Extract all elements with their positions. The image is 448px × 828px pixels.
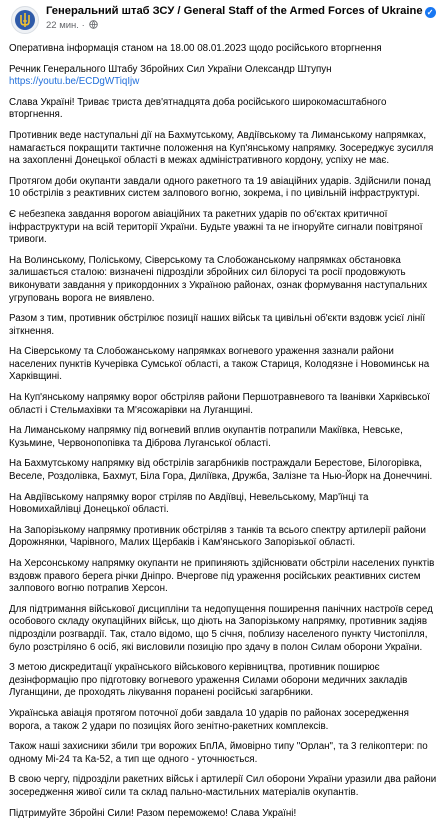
verified-badge-icon: ✓ — [425, 7, 436, 18]
post-paragraph: Для підтримання військової дисципліни та недопущення поширення панічних настроїв серед особового складу окупаційних військ, що діють на Запорізькому напрямку, противник задіяв підрозділи розгвардії. Так, стало відомо, що 5 січня, поблизу населеного пункту Чистопілля, було розстріляно 6 осіб, які висловили позицію про здачу в полон Силам оборони України. — [9, 603, 433, 653]
post-meta — [46, 20, 98, 32]
post-paragraph: На Куп'янському напрямку ворог обстріляв райони Першотравневого та Іванівки Харківської області і Стельмахівки та М'ясожарівки на Луганщині. — [9, 392, 430, 416]
post-header — [0, 0, 448, 40]
post-paragraph: На Лиманському напрямку під вогневий вплив окупантів потрапили Макіївка, Невське, Кузьмине, Червонопопівка та Діброва Луганської області. — [9, 425, 403, 449]
post-time[interactable]: 22 мин. — [46, 20, 79, 31]
author-line — [46, 4, 436, 18]
post-paragraph: Речник Генерального Штабу Збройних Сил України Олександр Штупун — [9, 63, 332, 75]
post-paragraph: Підтримуйте Збройні Сили! Разом переможемо! Слава Україні! — [9, 807, 297, 819]
post-paragraph: В свою чергу, підрозділи ракетних військ і артилерії Сил оборони України уразили два райони зосередження живої сили та склад пально-мастильних матеріалів окупантів. — [9, 774, 437, 798]
post-paragraph: Українська авіація протягом поточної доби завдала 10 ударів по районах зосередження ворога, а також 2 удари по позиціях його зенітно-ракетних комплексів. — [9, 707, 409, 732]
post-paragraph: З метою дискредитації українського військового керівництва, противник поширює дезінформацію про підготовку вогневого ураження Силами оборони медичних закладів Луганщини, де проходять лікування поранені російські загарбники. — [9, 662, 408, 699]
post-paragraph: На Авдіївському напрямку ворог стріляв по Авдіївці, Невельському, Мар'їнці та Новомихайлівці Донецької області. — [9, 491, 369, 516]
post-paragraph: На Херсонському напрямку окупанти не припиняють здійснювати обстріли населених пунктів вздовж правого берега річки Дніпро. Вчергове під ураження російських реактивних систем залпового вогню потрапив Херсон. — [9, 558, 435, 595]
globe-icon — [89, 20, 98, 29]
post-paragraph: На Сіверському та Слобожанському напрямках вогневого ураження зазнали райони населених пунктів Кучерівка Сумської області, а також Стариця, Колодязне і Новоминськ на Харківщині. — [9, 346, 430, 383]
post-paragraph: Противник веде наступальні дії на Бахмутському, Авдіївському та Лиманському напрямках, намагається покращити тактичне положення на Куп'янському напрямку. Зосереджує зусилля на захопленні Донецької області в межах адміністративного кордону, успіху не має. — [9, 129, 434, 167]
post-paragraph: На Волинському, Поліському, Сіверському та Слобожанському напрямках обстановка залишається сталою: визначені підрозділи збройних сил білорусі та росії продовжують виконувати завдання у прикордонних з Україною районах, ознак формування наступальних угруповань ворога не виявлено. — [9, 254, 428, 304]
post-paragraph: Слава Україні! Триває триста дев'ятнадцята доба російського широкомасштабного вторгнення. — [9, 96, 387, 121]
post-paragraph: На Запорізькому напрямку противник обстріляв з танків та всього спектру артилерії райони Дорожнянки, Чарівного, Малих Щербаків і Кам'янського Запорізької області. — [9, 524, 426, 549]
post-paragraph: Оперативна інформація станом на 18.00 08.01.2023 щодо російського вторгнення — [9, 43, 382, 54]
youtube-link[interactable]: https://youtu.be/ECDgWTiqIjw — [9, 76, 140, 88]
meta-separator: · — [81, 20, 85, 31]
post-paragraph: Є небезпека завдання ворогом авіаційних та ракетних ударів по об'єктах критичної інфраструктури на всій території України. Будьте уважні та не ігноруйте сигнали повітряної тривоги. — [9, 208, 423, 246]
post-paragraph: Також наші захисники збили три ворожих БпЛА, ймовірно типу "Орлан", та 3 гелікоптери: по одному Мі-24 та Ка-52, а тип ще одного - уточнюється. — [9, 741, 428, 765]
post-paragraph: Протягом доби окупанти завдали одного ракетного та 19 авіаційних ударів. Здійснили понад 10 обстрілів з реактивних систем залпового вогню, зокрема, і по цивільній інфраструктурі. — [9, 175, 431, 200]
trident-emblem-icon[interactable] — [11, 6, 39, 34]
post-paragraph: На Бахмутському напрямку від обстрілів загарбників постраждали Берестове, Білогорівка, Веселе, Роздолівка, Бахмут, Біла Гора, Диліївка, Дружба, Залізне та Нью-Йорк на Донеччині. — [9, 458, 433, 483]
post-body — [9, 43, 441, 828]
post-paragraph: Разом з тим, противник обстрілює позиції наших військ та цивільні об'єкти вздовж усієї лінії зіткнення. — [9, 313, 426, 337]
author-name[interactable]: Генеральний штаб ЗСУ / General Staff of the Armed Forces of Ukraine — [46, 5, 423, 17]
